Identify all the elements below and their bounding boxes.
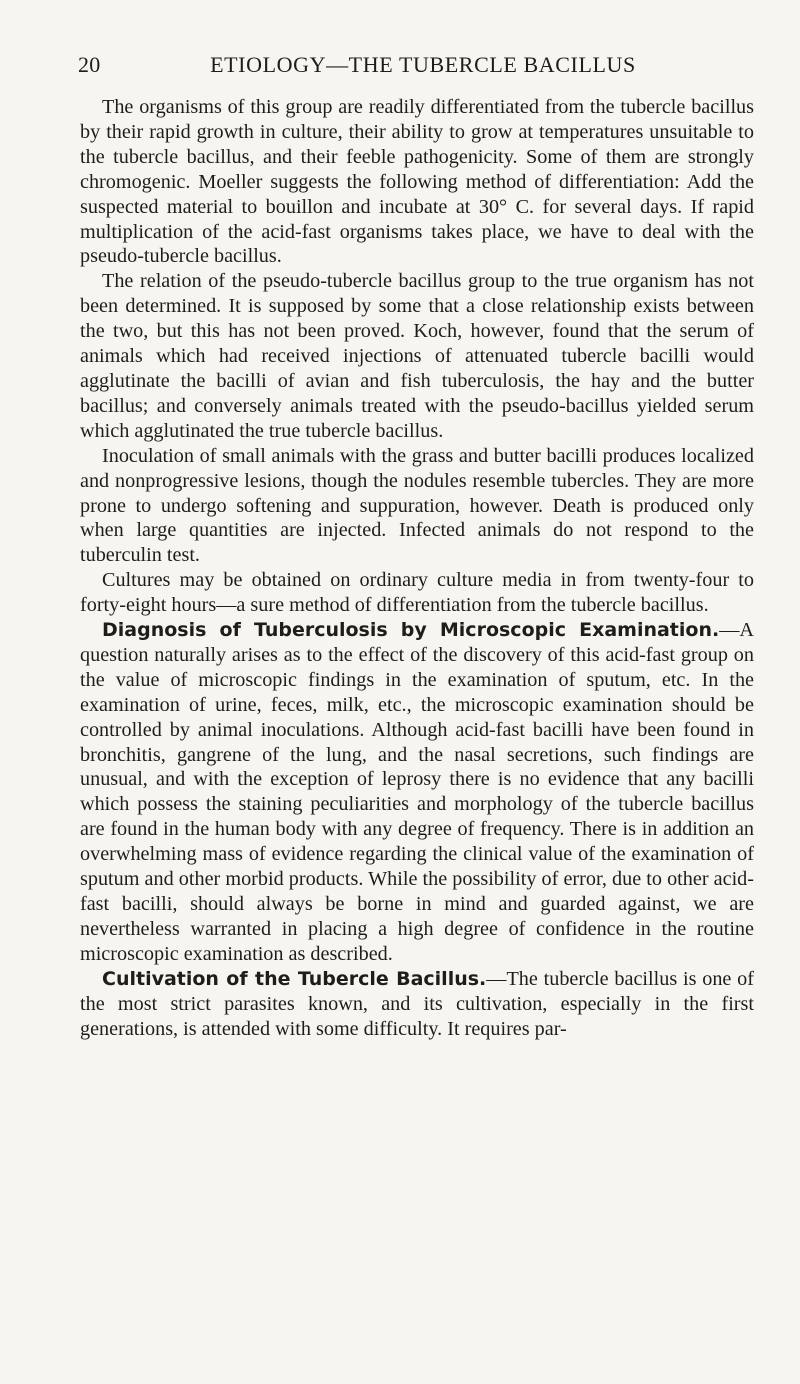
paragraph-text: —The tubercle bacillus is one of the most strict parasites known, and its cultivation, especially in the first generations, is attended with some difficulty. It requires par- (80, 967, 754, 1040)
body-text (80, 95, 754, 1041)
page-header (78, 52, 748, 86)
paragraph-text: The organisms of this group are readily differentiated from the tubercle bacillus by their rapid growth in culture, their ability to grow at temperatures unsuitable to the tubercle bacillus, and their feeble pathogenicity. Some of them are strongly chromogenic. Moeller suggests the following method of differentiation: Add the suspected material to bouillon and incubate at 30° C. for several days. If rapid multiplication of the acid-fast organisms takes place, we have to deal with the pseudo-tubercle bacillus. (80, 96, 754, 268)
paragraph-text: —A question naturally arises as to the effect of the discovery of this acid-fast group on the value of microscopic findings in the examination of sputum, etc. In the examination of urine, feces, milk, etc., the microscopic examination should be controlled by animal inoculations. Although acid-fast bacilli have been found in bronchitis, gangrene of the lung, and the nasal secretions, such findings are unusual, and with the exception of leprosy there is no evidence that any bacilli which possess the staining peculiarities and morphology of the tubercle bacillus are found in the human body with any degree of frequency. There is in addition an overwhelming mass of evidence regarding the clinical value of the examination of sputum and other morbid products. While the possibility of error, due to other acid-fast bacilli, should always be borne in mind and guarded against, we are nevertheless warranted in placing a high degree of confidence in the routine microscopic examination as described. (80, 619, 754, 965)
page-number: 20 (78, 52, 101, 77)
paragraph-text: The relation of the pseudo-tubercle bacillus group to the true organism has not been determined. It is supposed by some that a close relationship exists between the two, but this has not been proved. Koch, however, found that the serum of animals which had received injections of attenuated tubercle bacilli would agglutinate the bacilli of avian and fish tuberculosis, the hay and the butter bacillus; and conversely animals treated with the pseudo-bacillus yielded serum which agglutinated the true tubercle bacillus. (80, 270, 754, 442)
running-head: ETIOLOGY—THE TUBERCLE BACILLUS (210, 52, 636, 77)
paragraph-text: Cultures may be obtained on ordinary culture media in from twenty-four to forty-eight hours—a sure method of differentiation from the tubercle bacillus. (80, 569, 754, 617)
paragraph-4 (80, 568, 754, 618)
section-heading-diagnosis: Diagnosis of Tuberculosis by Microscopic Examination. (102, 619, 720, 642)
paragraph-1 (80, 95, 754, 269)
paragraph-3 (80, 444, 754, 569)
paragraph-text: Inoculation of small animals with the grass and butter bacilli produces localized and nonprogressive lesions, though the nodules resemble tubercles. They are more prone to undergo softening and suppuration, however. Death is produced only when large quantities are injected. Infected animals do not respond to the tuberculin test. (80, 444, 754, 567)
section-heading-cultivation: Cultivation of the Tubercle Bacillus. (102, 967, 487, 990)
paragraph-5 (80, 618, 754, 967)
paragraph-2 (80, 269, 754, 443)
paragraph-6 (80, 967, 754, 1042)
